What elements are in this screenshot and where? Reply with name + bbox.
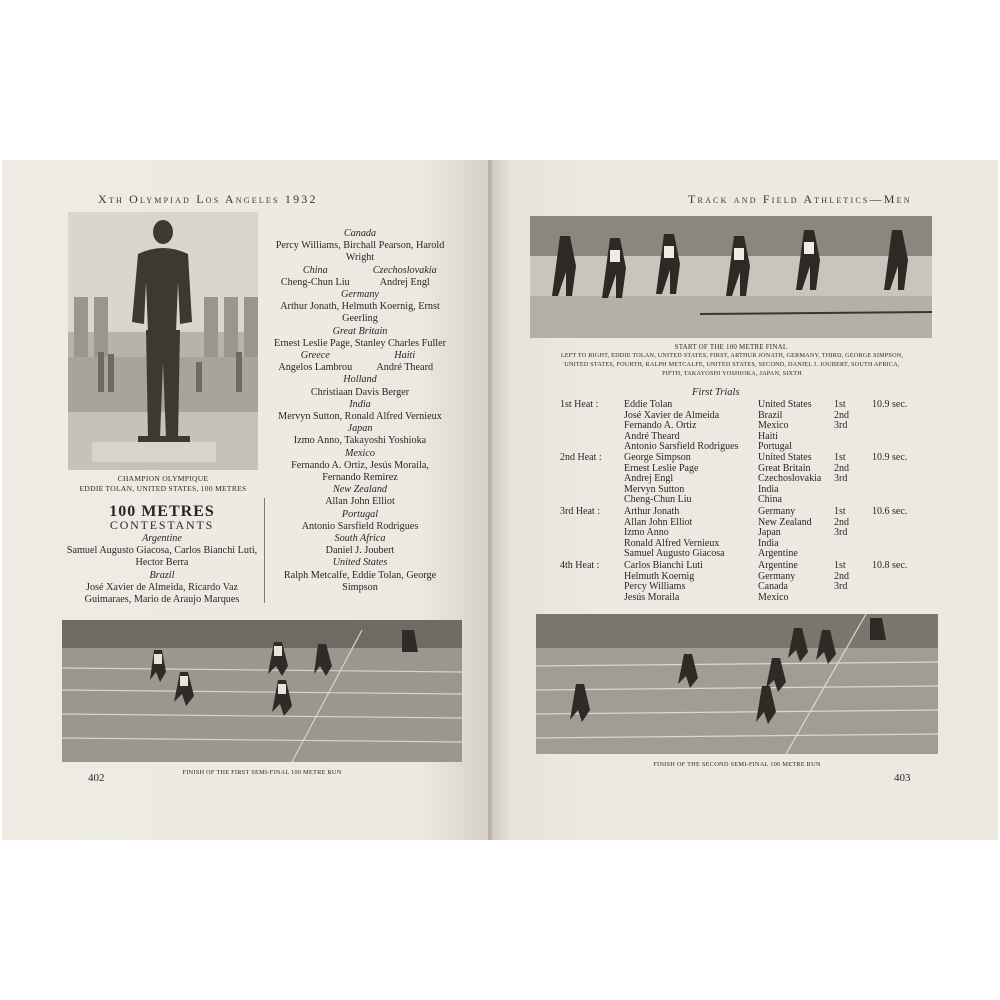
heat-place: 2nd: [834, 462, 849, 474]
heat-names: [624, 400, 738, 453]
contestant-names: Angelos Lambrou: [278, 362, 353, 374]
heat-place: 3rd: [834, 581, 848, 593]
column-divider: [264, 498, 265, 603]
heat-places: [834, 400, 849, 432]
heat-countries: [758, 453, 821, 506]
contestant-names: Cheng-Chun Liu: [280, 276, 350, 288]
first-trials-heading: First Trials: [692, 387, 740, 398]
heat-place: 1st: [834, 452, 846, 463]
heat-country: Mexico: [758, 420, 789, 432]
heat-runner: Eddie Tolan: [624, 399, 673, 410]
heat-country: United States: [758, 399, 812, 410]
second-semifinal-photo: [536, 614, 938, 754]
country-heading: Argentine: [142, 533, 182, 544]
event-title: 100 METRES: [109, 503, 215, 520]
final-start-photo: [530, 216, 932, 338]
heat-country: Canada: [758, 581, 788, 593]
country-heading: New Zealand: [332, 484, 388, 496]
final-start-caption-body: LEFT TO RIGHT, EDDIE TOLAN, UNITED STATES, FIRST, ARTHUR JONATH, GERMANY, THIRD, GEORGE SIMPSON, UNITED STATES, FOURTH, RALPH METCALFE, UNITED STATES, SECOND, DANIEL J. JOUBERT, SOUTH AFRICA, FIFTH, TAKAYOSHI YOSHIOKA, JAPAN, SIXTH: [560, 352, 904, 377]
contestant-names: Izmo Anno, Takayoshi Yoshioka: [293, 435, 427, 447]
contestant-names: André Theard: [376, 362, 434, 374]
contestant-names: Percy Williams, Birchall Pearson, Harold Wright: [275, 240, 445, 264]
heat-names: [624, 561, 703, 603]
heat-runner: Arthur Jonath: [624, 506, 680, 517]
contestant-names: Ernest Leslie Page, Stanley Charles Fuller: [274, 337, 447, 349]
country-heading: Brazil: [149, 569, 175, 581]
heat-runner: Percy Williams: [624, 581, 686, 593]
heat-time: 10.8 sec.: [872, 560, 908, 571]
country-heading: Portugal: [341, 508, 379, 520]
heat-4: [560, 561, 920, 607]
heat-country: Czechoslovakia: [758, 473, 822, 485]
heat-runner: Andrej Engl: [624, 473, 674, 485]
heat-runner: Ernest Leslie Page: [624, 462, 699, 474]
heat-runner: Helmuth Koernig: [624, 570, 695, 582]
contestant-names: Samuel Augusto Giacosa, Carlos Bianchi Luti, Hector Berra: [66, 545, 258, 569]
heat-place: 3rd: [834, 527, 848, 539]
heat-runner: Carlos Bianchi Luti: [624, 560, 703, 571]
page-number-left: 402: [88, 772, 105, 784]
heat-runner: André Theard: [624, 430, 680, 442]
heat-places: [834, 453, 849, 485]
contestant-names: José Xavier de Almeida, Ricardo Vaz Guimaraes, Mario de Araujo Marques: [84, 581, 240, 606]
heat-runner: Antonio Sarsfield Rodrigues: [624, 441, 739, 453]
heat-place: 2nd: [834, 516, 849, 528]
heat-2: [560, 453, 920, 509]
contestant-names: Antonio Sarsfield Rodrigues: [301, 520, 419, 532]
heat-country: United States: [758, 452, 812, 463]
country-heading: China: [302, 264, 328, 276]
heat-runner: José Xavier de Almeida: [624, 409, 720, 421]
heat-country: India: [758, 483, 779, 495]
heat-runner: Allan John Elliot: [624, 516, 693, 528]
heat-country: Germany: [758, 506, 796, 517]
country-heading: Greece: [300, 350, 330, 362]
country-heading: Germany: [341, 289, 379, 301]
heat-countries: [758, 507, 812, 560]
country-heading: United States: [332, 557, 388, 569]
country-heading: Haiti: [394, 350, 416, 362]
heat-runner: Izmo Anno: [624, 527, 669, 539]
heat-time: 10.6 sec.: [872, 506, 908, 517]
contestant-names: Arthur Jonath, Helmuth Koernig, Ernst Geerling: [280, 301, 440, 325]
first-semifinal-caption: FINISH OF THE FIRST SEMI-FINAL 100 METRE RUN: [182, 769, 342, 776]
country-heading: Mexico: [345, 447, 375, 459]
contestants-left-column: [64, 533, 260, 606]
heat-country: India: [758, 537, 779, 549]
heat-label: 4th Heat :: [560, 560, 600, 571]
heat-country: Mexico: [758, 591, 789, 603]
heat-runner: Ronald Alfred Vernieux: [624, 537, 720, 549]
portrait-caption-line2: EDDIE TOLAN, UNITED STATES, 100 METRES: [79, 484, 247, 493]
country-heading: Canada: [343, 228, 377, 239]
heat-label: 3rd Heat :: [560, 506, 600, 517]
heat-label: 2nd Heat :: [560, 452, 602, 463]
event-subtitle: CONTESTANTS: [109, 518, 215, 532]
heat-1: [560, 400, 920, 456]
heat-country: Great Britain: [758, 462, 811, 474]
heat-runner: Mervyn Sutton: [624, 483, 685, 495]
champion-portrait-photo: [68, 212, 258, 470]
portrait-caption-line1: CHAMPION OLYMPIQUE: [117, 474, 209, 483]
heat-country: Germany: [758, 570, 796, 582]
heat-countries: [758, 561, 798, 603]
left-running-head: Xth Olympiad Los Angeles 1932: [98, 192, 318, 206]
open-book: [2, 160, 998, 840]
heat-country: Brazil: [758, 409, 783, 421]
heat-country: China: [758, 494, 782, 506]
heat-runner: Jesús Moraila: [624, 591, 680, 603]
contestants-right-column: [274, 228, 446, 594]
heat-names: [624, 453, 698, 506]
heat-runner: George Simpson: [624, 452, 691, 463]
heat-place: 1st: [834, 399, 846, 410]
country-heading: India: [349, 398, 371, 410]
heat-countries: [758, 400, 812, 453]
heat-label: 1st Heat :: [560, 399, 599, 410]
country-heading: Great Britain: [332, 325, 388, 337]
contestant-names: Christiaan Davis Berger: [310, 386, 410, 398]
country-heading: Holland: [343, 374, 377, 386]
heat-places: [834, 561, 849, 593]
heat-place: 1st: [834, 506, 846, 517]
heat-country: Argentine: [758, 560, 798, 571]
country-heading: Japan: [347, 423, 373, 435]
heat-place: 2nd: [834, 570, 849, 582]
heat-place: 3rd: [834, 420, 848, 432]
contestant-names: Daniel J. Joubert: [325, 545, 395, 557]
page-number-right: 403: [894, 772, 911, 784]
right-running-head: Track and Field Athletics—Men: [688, 192, 912, 206]
heat-country: Japan: [758, 527, 781, 539]
heat-3: [560, 507, 920, 563]
heat-place: 1st: [834, 560, 846, 571]
contestant-names: Allan John Elliot: [325, 496, 395, 508]
contestant-names: Andrej Engl: [379, 276, 430, 288]
heat-place: 3rd: [834, 473, 848, 485]
heat-places: [834, 507, 849, 539]
heat-country: New Zealand: [758, 516, 812, 528]
heat-time: 10.9 sec.: [872, 452, 908, 463]
contestant-names: Mervyn Sutton, Ronald Alfred Vernieux: [278, 411, 442, 423]
heat-country: Argentine: [758, 548, 798, 560]
heat-country: Haiti: [758, 430, 778, 442]
country-heading: Czechoslovakia: [372, 264, 437, 276]
heat-names: [624, 507, 725, 560]
final-start-caption-title: START OF THE 100 METRE FINAL: [674, 343, 788, 351]
contestant-names: Ralph Metcalfe, Eddie Tolan, George Simpson: [283, 569, 437, 593]
second-semifinal-caption: FINISH OF THE SECOND SEMI-FINAL 100 METRE RUN: [653, 761, 821, 768]
heat-runner: Samuel Augusto Giacosa: [624, 548, 725, 560]
heat-place: 2nd: [834, 409, 849, 421]
country-heading: South Africa: [334, 533, 386, 545]
first-semifinal-photo: [62, 620, 462, 762]
heat-runner: Fernando A. Ortiz: [624, 420, 697, 432]
heat-time: 10.9 sec.: [872, 399, 908, 410]
heat-runner: Cheng-Chun Liu: [624, 494, 692, 506]
heat-country: Portugal: [758, 441, 792, 453]
contestant-names: Fernando A. Ortiz, Jesús Moraila, Fernando Remirez: [291, 459, 429, 484]
